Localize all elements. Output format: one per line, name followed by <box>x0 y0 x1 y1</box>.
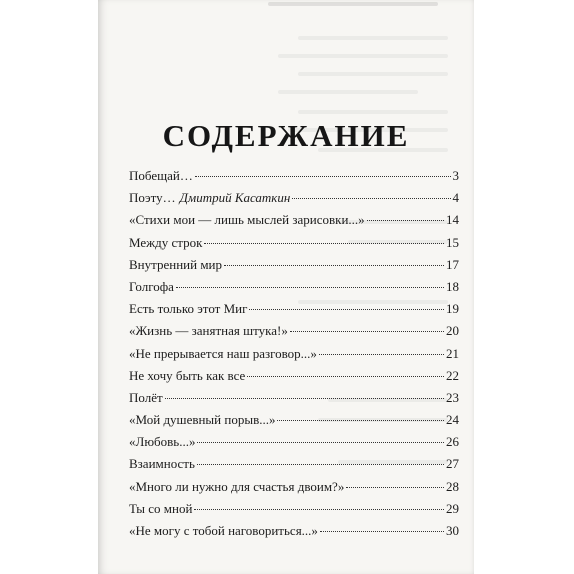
dot-leader <box>165 398 444 399</box>
toc-entry[interactable] <box>129 279 459 301</box>
toc-entry[interactable] <box>129 168 459 190</box>
table-of-contents <box>129 168 459 545</box>
dot-leader <box>319 354 444 355</box>
toc-entry[interactable] <box>129 501 459 523</box>
toc-entry-title: Взаимность <box>129 456 195 472</box>
dot-leader <box>346 487 444 488</box>
toc-entry[interactable] <box>129 301 459 323</box>
book-page <box>98 0 474 574</box>
toc-entry[interactable] <box>129 368 459 390</box>
dot-leader <box>320 531 444 532</box>
dot-leader <box>290 331 444 332</box>
toc-entry-title: Побещай… <box>129 168 193 183</box>
toc-entry-author: Дмитрий Касаткин <box>179 190 291 206</box>
dot-leader <box>277 420 444 421</box>
toc-entry[interactable] <box>129 523 459 545</box>
toc-entry-page-number: 19 <box>446 301 459 317</box>
toc-entry-page-number: 28 <box>446 478 459 494</box>
dot-leader <box>204 243 444 244</box>
toc-entry[interactable] <box>129 412 459 434</box>
toc-entry[interactable] <box>129 346 459 368</box>
toc-entry-page-number: 29 <box>446 500 459 516</box>
dot-leader <box>194 509 444 510</box>
toc-entry-title: Между строк <box>129 234 203 250</box>
toc-entry-title: «Жизнь — занятная штука!» <box>129 323 288 339</box>
toc-entry-title: Голгофа <box>129 278 174 294</box>
toc-entry-title: Поэту… <box>129 190 176 206</box>
toc-entry-page-number: 4 <box>452 190 459 206</box>
toc-entry-title: Не хочу быть как все <box>129 367 246 383</box>
dot-leader <box>176 287 444 288</box>
toc-entry-title: Есть только этот Миг <box>129 301 248 317</box>
contents-heading: СОДЕРЖАНИЕ <box>162 118 410 153</box>
toc-entry-page-number: 30 <box>446 523 459 538</box>
dot-leader <box>224 265 444 266</box>
toc-entry[interactable] <box>129 456 459 478</box>
toc-entry-title: Ты со мной <box>129 500 193 516</box>
dot-leader <box>249 309 444 310</box>
toc-entry[interactable] <box>129 479 459 501</box>
toc-entry-page-number: 27 <box>446 456 459 472</box>
dot-leader <box>292 198 450 199</box>
toc-entry-title: «Любовь...» <box>129 434 196 450</box>
toc-entry[interactable] <box>129 390 459 412</box>
toc-entry[interactable] <box>129 212 459 234</box>
toc-entry[interactable] <box>129 235 459 257</box>
toc-entry-title: «Мой душевный порыв...» <box>129 412 276 428</box>
toc-entry-page-number: 14 <box>446 212 459 228</box>
toc-entry-page-number: 26 <box>446 434 459 450</box>
toc-entry[interactable] <box>129 434 459 456</box>
toc-entry-title: «Много ли нужно для счастья двоим?» <box>129 478 345 494</box>
toc-entry-title: Полёт <box>129 389 163 405</box>
toc-entry[interactable] <box>129 190 459 212</box>
dot-leader <box>197 442 444 443</box>
toc-entry-page-number: 15 <box>446 234 459 250</box>
toc-entry-page-number: 21 <box>446 345 459 361</box>
toc-entry-title: «Не прерывается наш разговор...» <box>129 345 317 361</box>
toc-entry[interactable] <box>129 257 459 279</box>
toc-entry-page-number: 17 <box>446 256 459 272</box>
toc-entry-title: «Не могу с тобой наговориться...» <box>129 523 318 538</box>
toc-entry-page-number: 20 <box>446 323 459 339</box>
toc-entry-page-number: 24 <box>446 412 459 428</box>
toc-entry-title: «Стихи мои — лишь мыслей зарисовки...» <box>129 212 365 228</box>
toc-entry-title: Внутренний мир <box>129 256 222 272</box>
toc-entry-page-number: 22 <box>446 367 459 383</box>
dot-leader <box>197 464 444 465</box>
dot-leader <box>195 176 451 177</box>
dot-leader <box>367 220 444 221</box>
toc-entry-page-number: 23 <box>446 389 459 405</box>
running-head-bleed <box>268 2 438 6</box>
toc-entry[interactable] <box>129 323 459 345</box>
dot-leader <box>247 376 444 377</box>
toc-entry-page-number: 3 <box>452 168 459 183</box>
toc-entry-page-number: 18 <box>446 278 459 294</box>
